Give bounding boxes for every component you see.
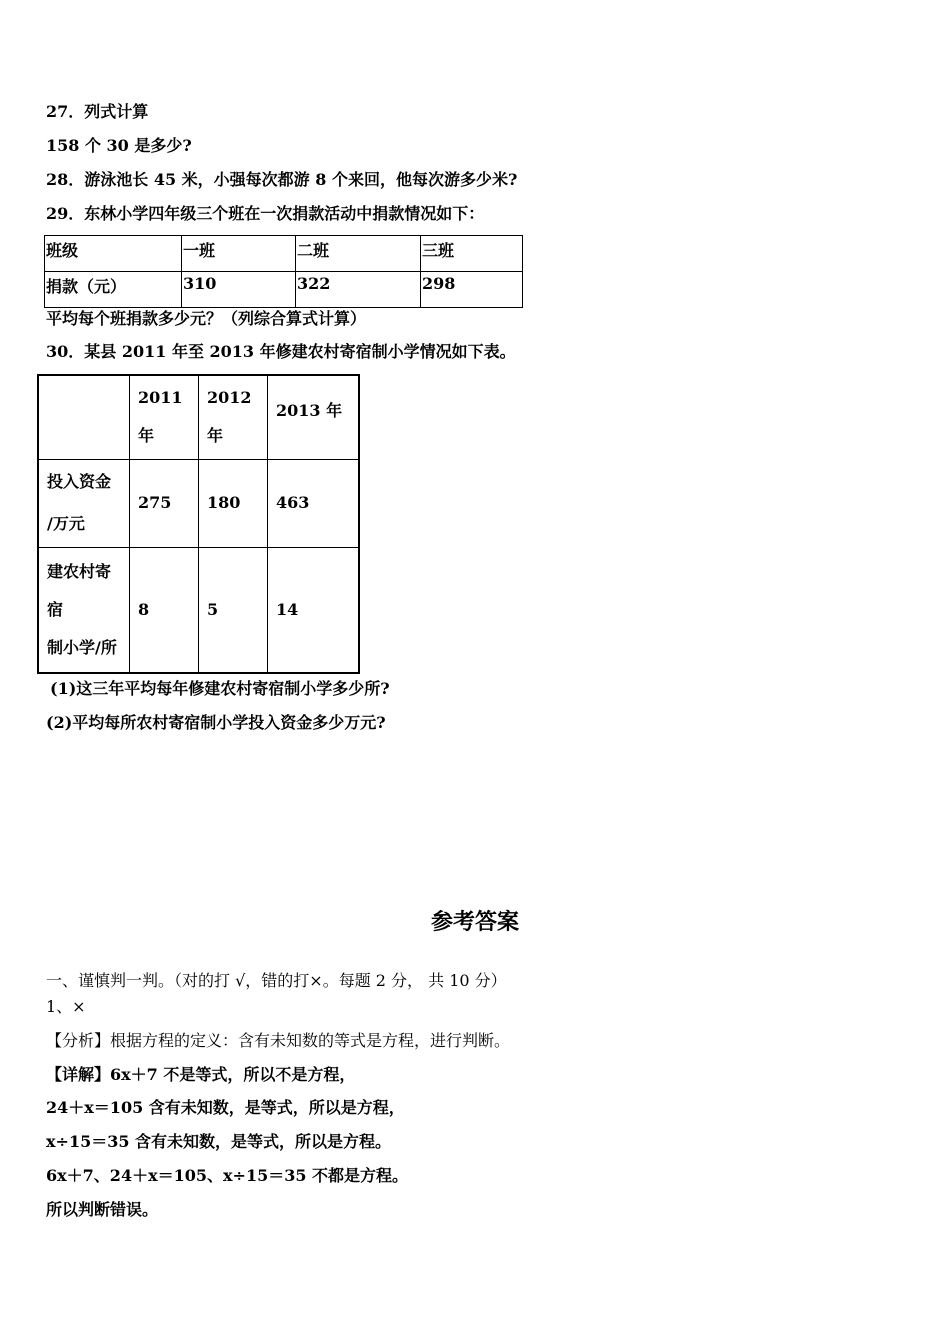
- table-cell: 310: [182, 272, 296, 308]
- year-unit: 年: [138, 426, 155, 446]
- year-2012: 2012: [207, 388, 252, 408]
- answers-section: 一、谨慎判一判。（对的打 √，错的打×。每题 2 分， 共 10 分）: [46, 971, 507, 990]
- answer-item: 1、×: [46, 997, 86, 1016]
- answers-title: 参考答案: [430, 910, 519, 935]
- table-row: [45, 236, 523, 272]
- table-row: [45, 272, 523, 308]
- q27-body: 158 个 30 是多少?: [46, 136, 192, 155]
- table-row: [38, 459, 359, 547]
- q27-title: 27．列式计算: [46, 102, 149, 121]
- row-label: 制小学/所: [47, 637, 117, 657]
- table-cell: 2013 年: [268, 375, 360, 459]
- answer-line: 6x＋7、24＋x＝105、x÷15＝35 不都是方程。: [46, 1166, 409, 1185]
- table-cell: [199, 375, 268, 459]
- table-row: [38, 375, 359, 459]
- table-cell: 463: [268, 459, 360, 547]
- row-label: /万元: [47, 514, 85, 533]
- table-cell: [38, 459, 130, 547]
- q28: 28．游泳池长 45 米，小强每次都游 8 个来回，他每次游多少米?: [46, 170, 518, 189]
- q29-question: 平均每个班捐款多少元？（列综合算式计算）: [46, 309, 367, 328]
- table-cell: 180: [199, 459, 268, 547]
- table-cell: 三班: [421, 236, 523, 272]
- table-cell: 298: [421, 272, 523, 308]
- answer-line: x÷15＝35 含有未知数，是等式，所以是方程。: [46, 1132, 392, 1151]
- table-cell: [130, 375, 199, 459]
- table-cell: 14: [268, 547, 360, 673]
- row-label: 宿: [47, 599, 64, 619]
- table-cell: 275: [130, 459, 199, 547]
- q30-intro: 30．某县 2011 年至 2013 年修建农村寄宿制小学情况如下表。: [46, 342, 516, 361]
- table-cell: 5: [199, 547, 268, 673]
- answer-detail: 【详解】6x＋7 不是等式，所以不是方程，: [46, 1065, 356, 1084]
- donation-table: [44, 235, 523, 308]
- answer-line: 所以判断错误。: [46, 1200, 159, 1219]
- table-cell: 一班: [182, 236, 296, 272]
- year-2011: 2011: [138, 388, 183, 408]
- year-unit: 年: [207, 426, 224, 446]
- q30-sub1: (1)这三年平均每年修建农村寄宿制小学多少所?: [50, 679, 390, 698]
- table-row: [38, 547, 359, 673]
- table-cell: 8: [130, 547, 199, 673]
- school-table: [37, 374, 360, 674]
- q29-intro: 29．东林小学四年级三个班在一次捐款活动中捐款情况如下：: [46, 204, 485, 223]
- answer-analysis: 【分析】根据方程的定义：含有未知数的等式是方程，进行判断。: [46, 1031, 511, 1050]
- table-cell: 322: [296, 272, 421, 308]
- answer-line: 24＋x＝105 含有未知数，是等式，所以是方程，: [46, 1098, 405, 1117]
- table-cell: [38, 375, 130, 459]
- table-cell: 捐款（元）: [45, 272, 182, 308]
- table-cell: [38, 547, 130, 673]
- table-cell: 二班: [296, 236, 421, 272]
- row-label: 建农村寄: [47, 561, 112, 581]
- table-cell: 班级: [45, 236, 182, 272]
- row-label: 投入资金: [47, 472, 112, 491]
- q30-sub2: (2)平均每所农村寄宿制小学投入资金多少万元?: [46, 713, 386, 732]
